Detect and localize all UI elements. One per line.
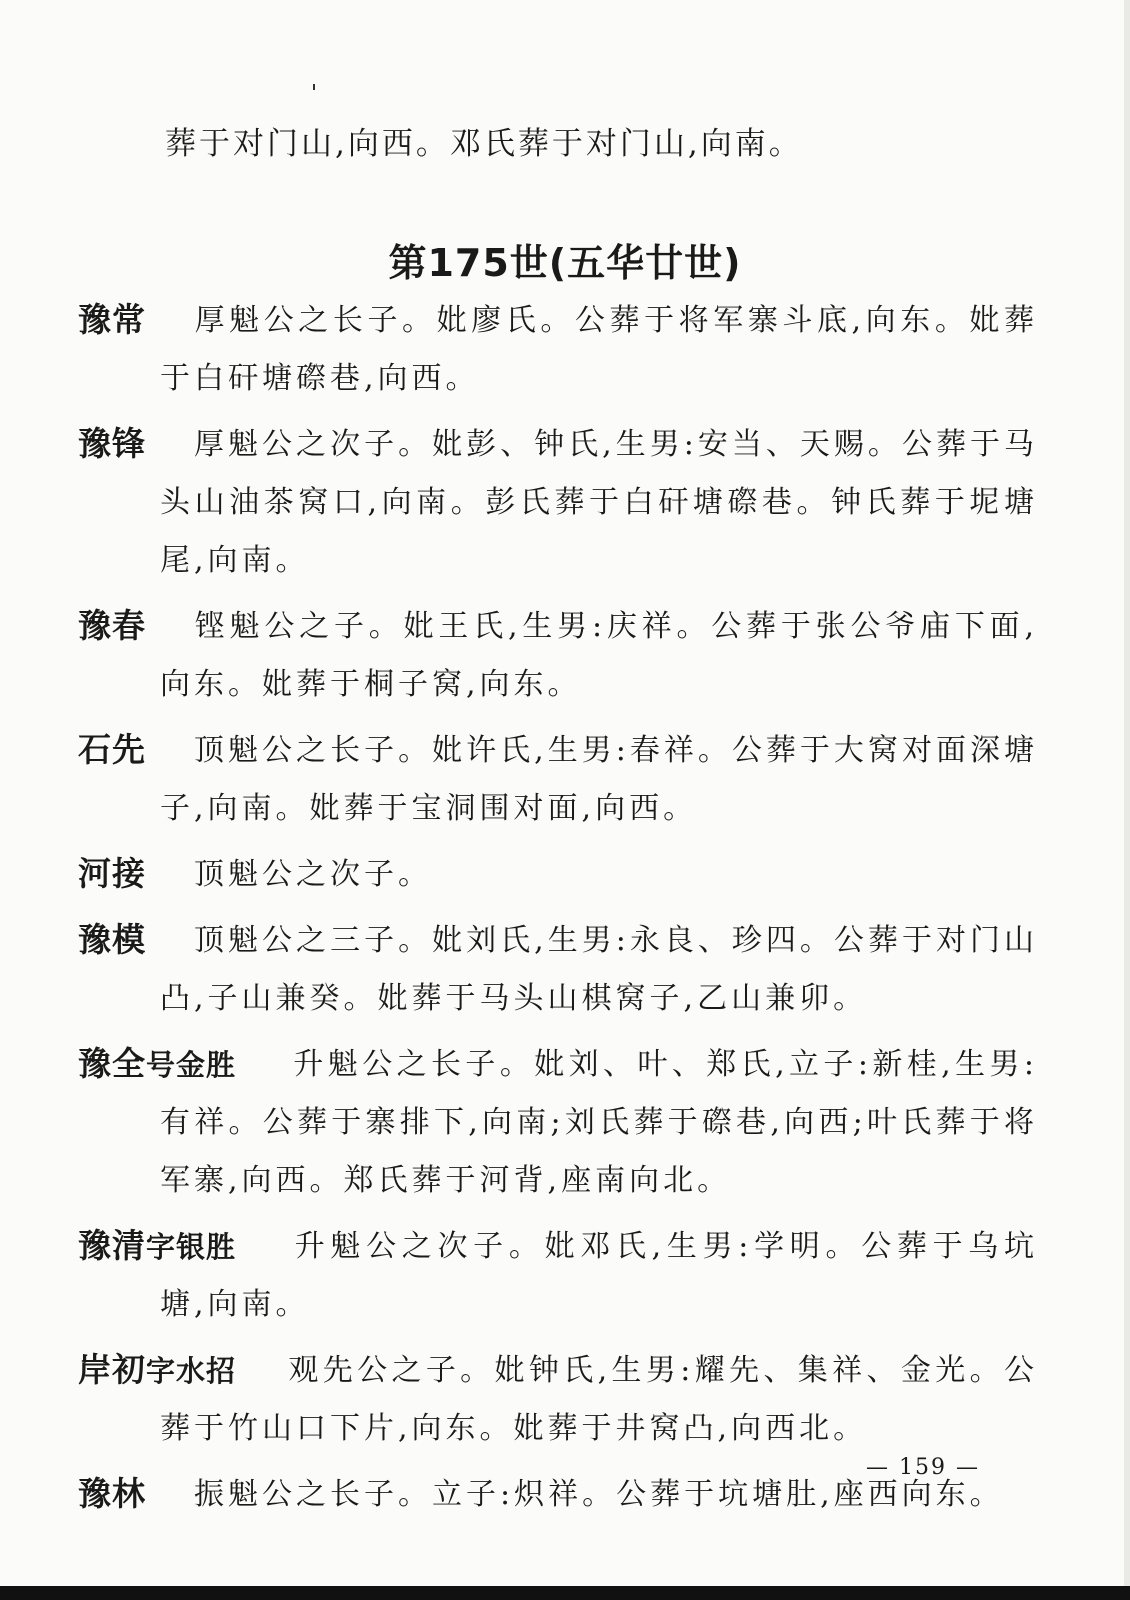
genealogy-entry: [78, 598, 1038, 714]
genealogy-entry: [78, 1218, 1038, 1334]
entry-text: 铿魁公之子。妣王氏,生男:庆祥。公葬于张公爷庙下面,向东。妣葬于桐子窝,向东。: [160, 609, 1038, 702]
entry-text: 顶魁公之次子。: [194, 857, 432, 892]
entry-alias: 号金胜: [146, 1048, 237, 1082]
entry-name: 豫全号金胜: [78, 1044, 237, 1083]
genealogy-entry: [78, 912, 1038, 1028]
entry-name: 豫清字银胜: [78, 1226, 237, 1265]
entry-name: 豫春: [78, 606, 146, 645]
entry-text: 升魁公之次子。妣邓氏,生男:学明。公葬于乌坑塘,向南。: [160, 1229, 1038, 1322]
genealogy-entry: [78, 722, 1038, 838]
entry-name: 豫林: [78, 1474, 146, 1513]
entry-alias: 字银胜: [146, 1230, 237, 1264]
entry-text: 升魁公之长子。妣刘、叶、郑氏,立子:新桂,生男:有祥。公葬于寨排下,向南;刘氏葬于磜巷,向西;叶氏葬于将军寨,向西。郑氏葬于河背,座南向北。: [160, 1047, 1038, 1198]
genealogy-entry: [78, 1342, 1038, 1458]
genealogy-entry: [78, 416, 1038, 590]
entry-text: 振魁公之长子。立子:炽祥。公葬于坑塘肚,座西向东。: [194, 1477, 1004, 1512]
scan-speck: [313, 84, 315, 90]
entry-alias: 字水招: [146, 1354, 237, 1388]
entry-name: 豫模: [78, 920, 146, 959]
entry-name: 豫常: [78, 300, 146, 339]
genealogy-entries: [78, 292, 1038, 1532]
continued-text-line: 葬于对门山,向西。邓氏葬于对门山,向南。: [165, 126, 803, 162]
genealogy-entry: [78, 1036, 1038, 1210]
entry-name: 岸初字水招: [78, 1350, 237, 1389]
entry-text: 厚魁公之长子。妣廖氏。公葬于将军寨斗底,向东。妣葬于白矸塘磜巷,向西。: [160, 303, 1038, 396]
entry-text: 顶魁公之三子。妣刘氏,生男:永良、珍四。公葬于对门山凸,子山兼癸。妣葬于马头山棋窝子,乙山兼卯。: [160, 923, 1038, 1016]
entry-text: 顶魁公之长子。妣许氏,生男:春祥。公葬于大窝对面深塘子,向南。妣葬于宝洞围对面,向西。: [160, 733, 1038, 826]
page-number: — 159 —: [866, 1455, 980, 1480]
scan-bottom-border: [0, 1586, 1130, 1600]
entry-text: 厚魁公之次子。妣彭、钟氏,生男:安当、天赐。公葬于马头山油茶窝口,向南。彭氏葬于白矸塘磜巷。钟氏葬于坭塘尾,向南。: [160, 427, 1038, 578]
entry-name: 豫锋: [78, 424, 146, 463]
entry-name: 河接: [78, 854, 146, 893]
genealogy-entry: [78, 846, 1038, 904]
entry-text: 观先公之子。妣钟氏,生男:耀先、集祥、金光。公葬于竹山口下片,向东。妣葬于井窝凸,向西北。: [160, 1353, 1038, 1446]
entry-name: 石先: [78, 730, 146, 769]
genealogy-entry: [78, 292, 1038, 408]
section-heading: 第175世(五华廿世): [388, 241, 742, 285]
scan-edge: [1124, 0, 1130, 1600]
